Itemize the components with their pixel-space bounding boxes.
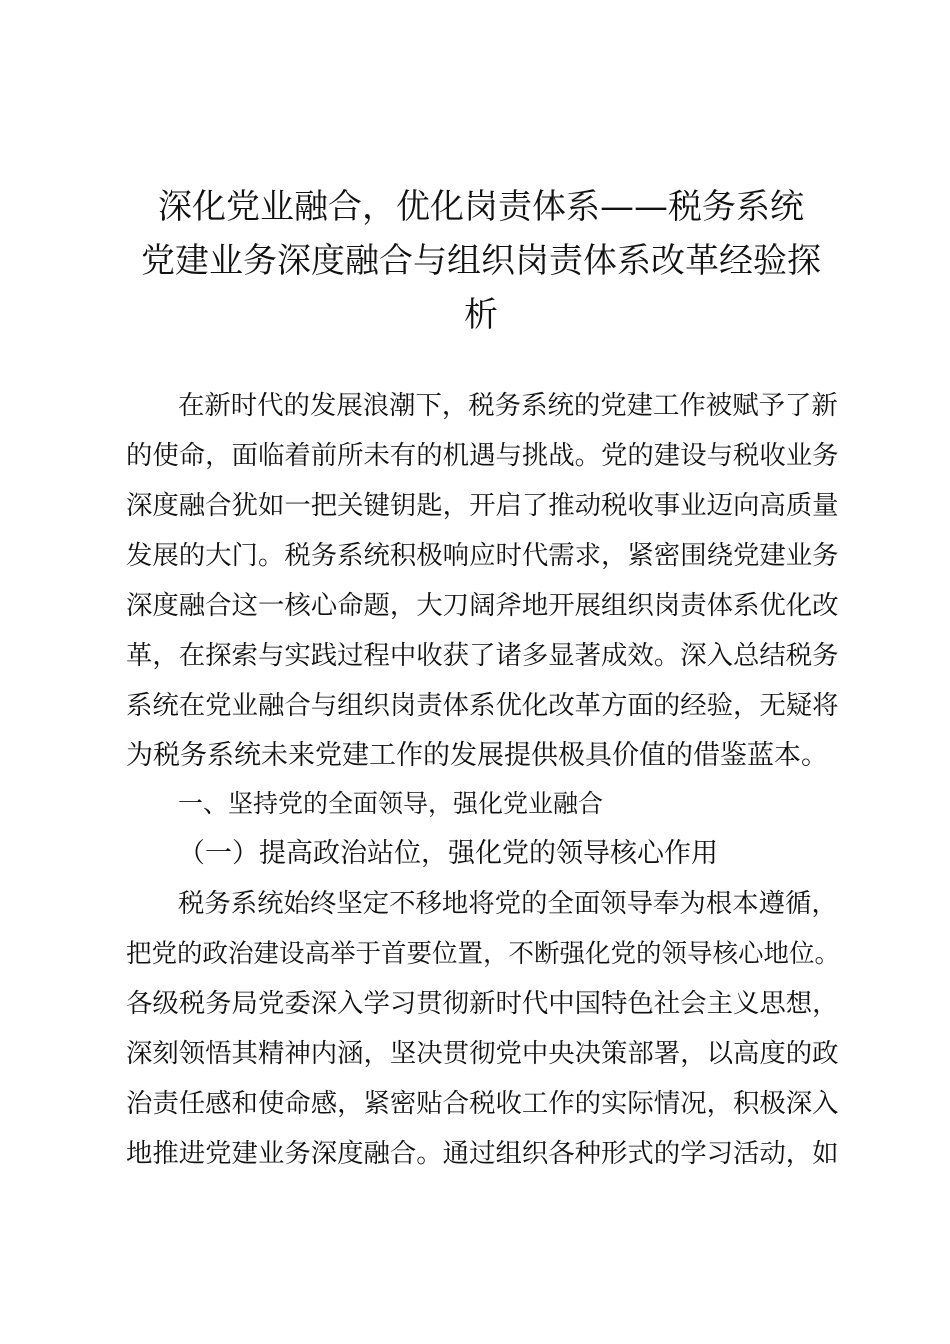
- body-line: 的使命，面临着前所未有的机遇与挑战。党的建设与税收业务: [126, 440, 839, 471]
- body-line: 为税务系统未来党建工作的发展提供极具价值的借鉴蓝本。: [126, 740, 828, 771]
- document-title: [126, 180, 836, 342]
- section-heading: 一、坚持党的全面领导，强化党业融合: [178, 789, 604, 818]
- body-line: 革，在探索与实践过程中收获了诸多显著成效。深入总结税务: [126, 640, 839, 671]
- body-line: 深度融合这一核心命题，大刀阔斧地开展组织岗责体系优化改: [126, 590, 839, 621]
- subsection-heading: （一）提高政治站位，强化党的领导核心作用: [178, 838, 718, 869]
- title-line-1: 深化党业融合，优化岗责体系——税务系统: [158, 187, 804, 227]
- body-line: 深刻领悟其精神内涵，坚决贯彻党中央决策部署，以高度的政: [126, 1038, 839, 1069]
- body-line: 治责任感和使命感，紧密贴合税收工作的实际情况，积极深入: [126, 1088, 839, 1119]
- body-line: 深度融合犹如一把关键钥匙，开启了推动税收事业迈向高质量: [126, 490, 839, 521]
- body-line: 地推进党建业务深度融合。通过组织各种形式的学习活动，如: [126, 1138, 839, 1169]
- body-line: 把党的政治建设高举于首要位置，不断强化党的领导核心地位。: [126, 939, 841, 969]
- body-line: 系统在党业融合与组织岗责体系优化改革方面的经验，无疑将: [126, 690, 839, 721]
- body-line: 税务系统始终坚定不移地将党的全面领导奉为根本遵循，: [178, 888, 838, 919]
- body-line: 发展的大门。税务系统积极响应时代需求，紧密围绕党建业务: [126, 540, 839, 571]
- body-line: 各级税务局党委深入学习贯彻新时代中国特色社会主义思想，: [126, 988, 839, 1019]
- body-line: 在新时代的发展浪潮下，税务系统的党建工作被赋予了新: [178, 390, 838, 421]
- title-line-3: 析: [464, 295, 498, 335]
- title-line-2: 党建业务深度融合与组织岗责体系改革经验探: [141, 241, 821, 281]
